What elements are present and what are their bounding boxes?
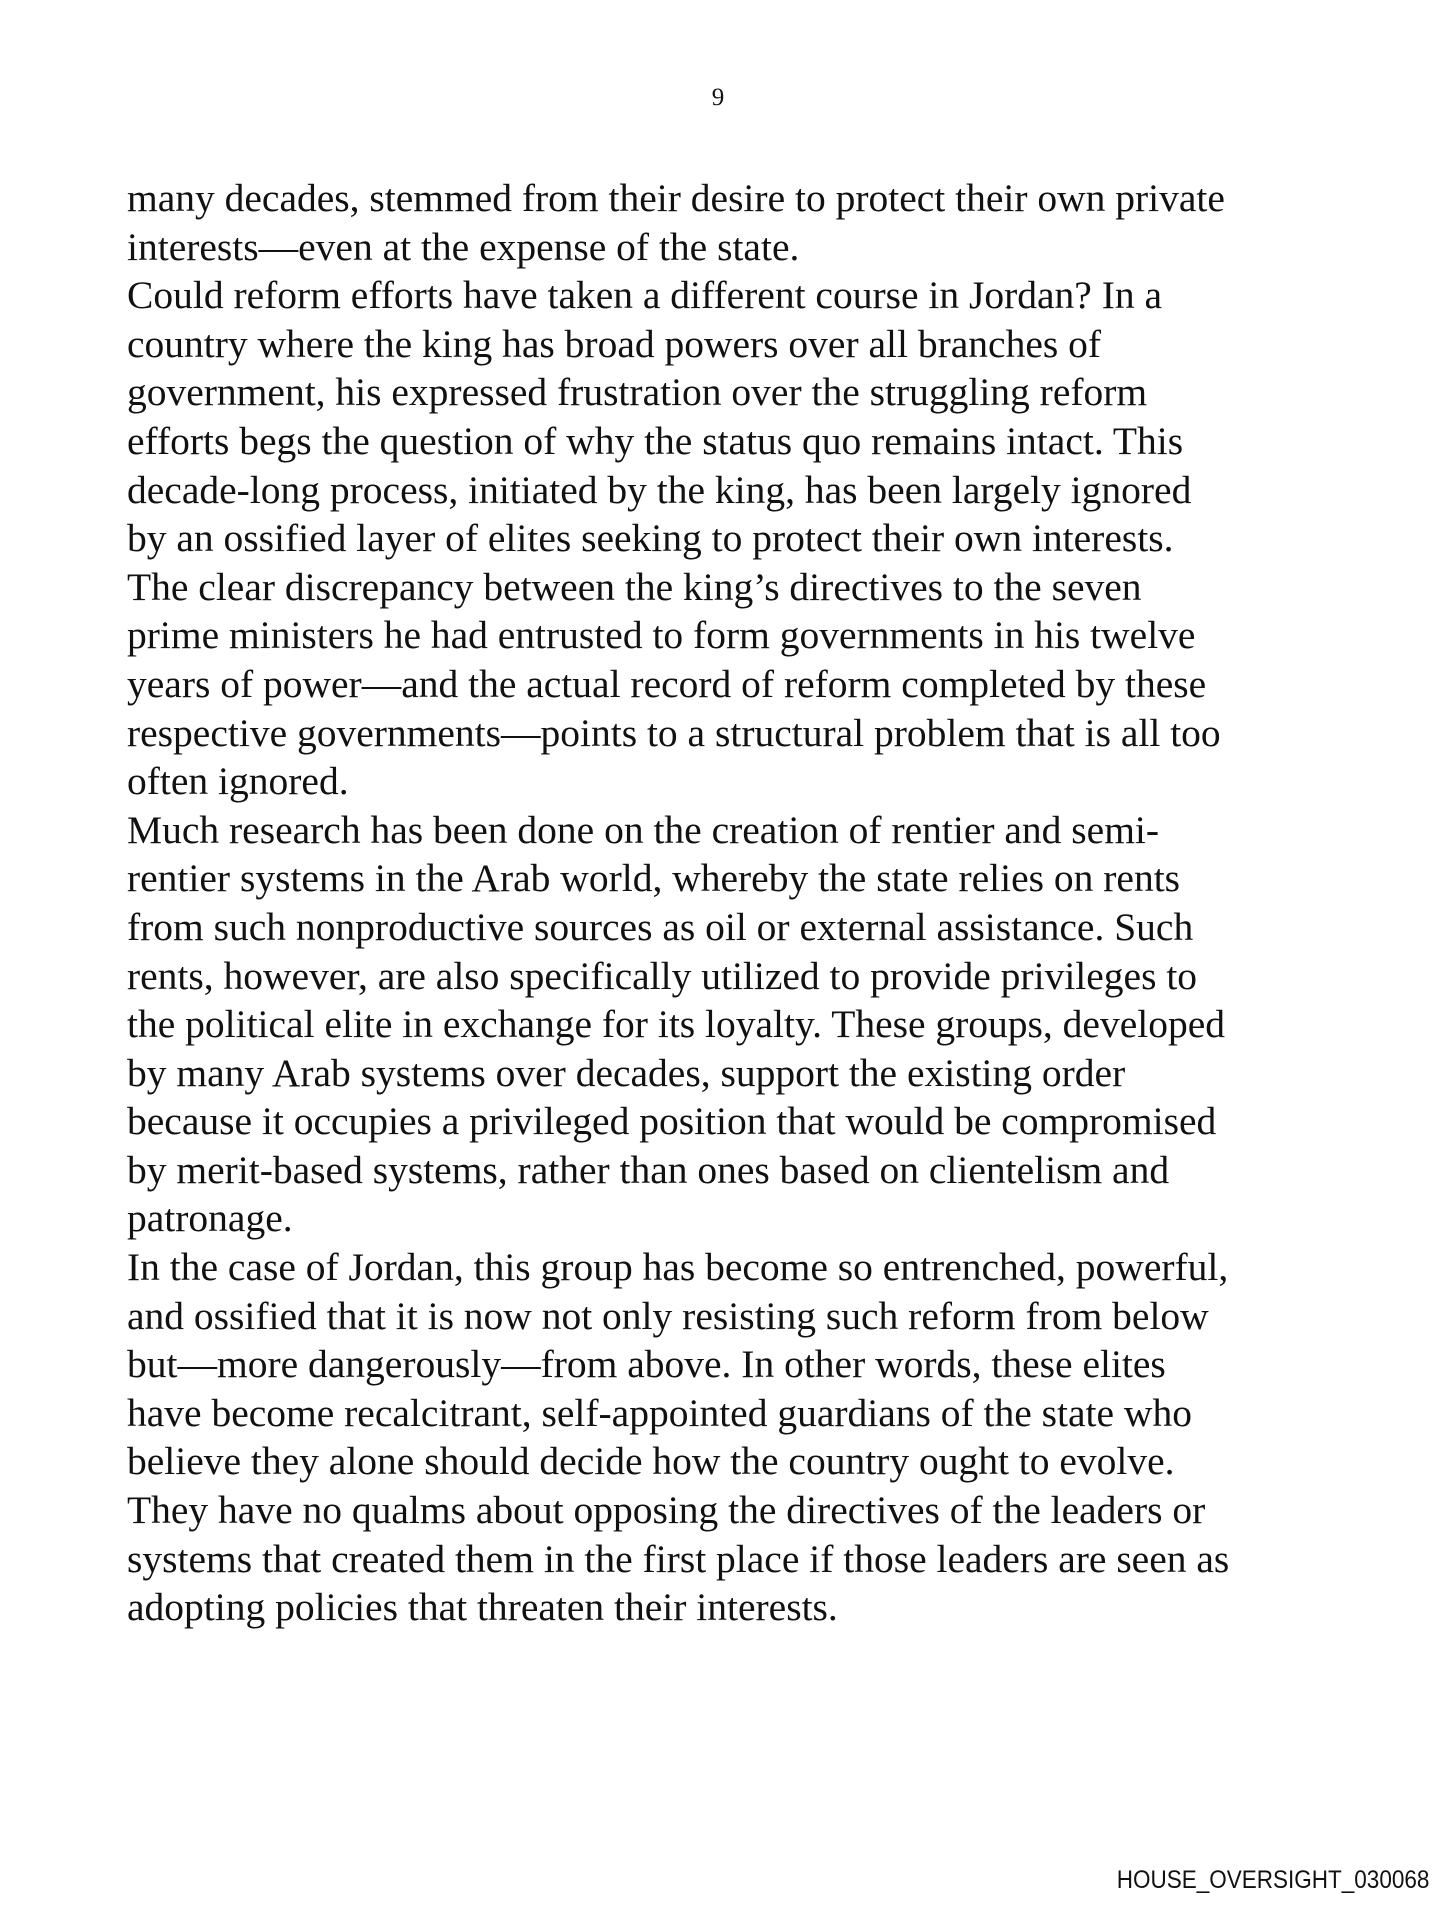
- text-line: and ossified that it is now not only resisting such reform from below: [127, 1293, 1209, 1338]
- text-line: interests—even at the expense of the state.: [127, 224, 800, 269]
- text-line: have become recalcitrant, self-appointed guardians of the state who: [127, 1390, 1192, 1435]
- text-line: adopting policies that threaten their interests.: [127, 1585, 838, 1630]
- text-line: country where the king has broad powers over all branches of: [127, 321, 1101, 366]
- text-line: often ignored.: [127, 759, 349, 804]
- text-line: because it occupies a privileged position that would be compromised: [127, 1099, 1217, 1144]
- text-line: by many Arab systems over decades, support the existing order: [127, 1050, 1126, 1095]
- text-line: believe they alone should decide how the country ought to evolve.: [127, 1439, 1175, 1484]
- text-line: decade-long process, initiated by the king, has been largely ignored: [127, 467, 1192, 512]
- text-line: systems that created them in the first place if those leaders are seen as: [127, 1536, 1230, 1581]
- text-line: from such nonproductive sources as oil or external assistance. Such: [127, 904, 1194, 949]
- text-line: patronage.: [127, 1196, 293, 1241]
- text-line: Much research has been done on the creation of rentier and semi-: [127, 807, 1160, 852]
- text-line: government, his expressed frustration over the struggling reform: [127, 370, 1148, 415]
- text-line: They have no qualms about opposing the directives of the leaders or: [127, 1488, 1206, 1533]
- text-line: rents, however, are also specifically utilized to provide privileges to: [127, 953, 1198, 998]
- page-number: 9: [711, 84, 725, 111]
- text-line: prime ministers he had entrusted to form governments in his twelve: [127, 613, 1196, 658]
- text-line: but—more dangerously—from above. In other words, these elites: [127, 1342, 1166, 1387]
- text-line: The clear discrepancy between the king’s directives to the seven: [127, 564, 1142, 609]
- document-id-footer: HOUSE_OVERSIGHT_030068: [1116, 1866, 1429, 1894]
- text-line: years of power—and the actual record of reform completed by these: [127, 661, 1207, 706]
- text-line: by merit-based systems, rather than ones based on clientelism and: [127, 1147, 1170, 1192]
- text-line: rentier systems in the Arab world, whereby the state relies on rents: [127, 856, 1181, 901]
- text-line: In the case of Jordan, this group has become so entrenched, powerful,: [127, 1245, 1229, 1290]
- text-line: by an ossified layer of elites seeking to protect their own interests.: [127, 516, 1174, 561]
- text-line: many decades, stemmed from their desire to protect their own private: [127, 176, 1225, 220]
- text-line: respective governments—points to a structural problem that is all too: [127, 710, 1221, 755]
- body-text: [127, 174, 1229, 1632]
- text-line: Could reform efforts have taken a different course in Jordan? In a: [127, 273, 1163, 318]
- text-line: efforts begs the question of why the status quo remains intact. This: [127, 418, 1184, 463]
- text-line: the political elite in exchange for its loyalty. These groups, developed: [127, 1002, 1225, 1047]
